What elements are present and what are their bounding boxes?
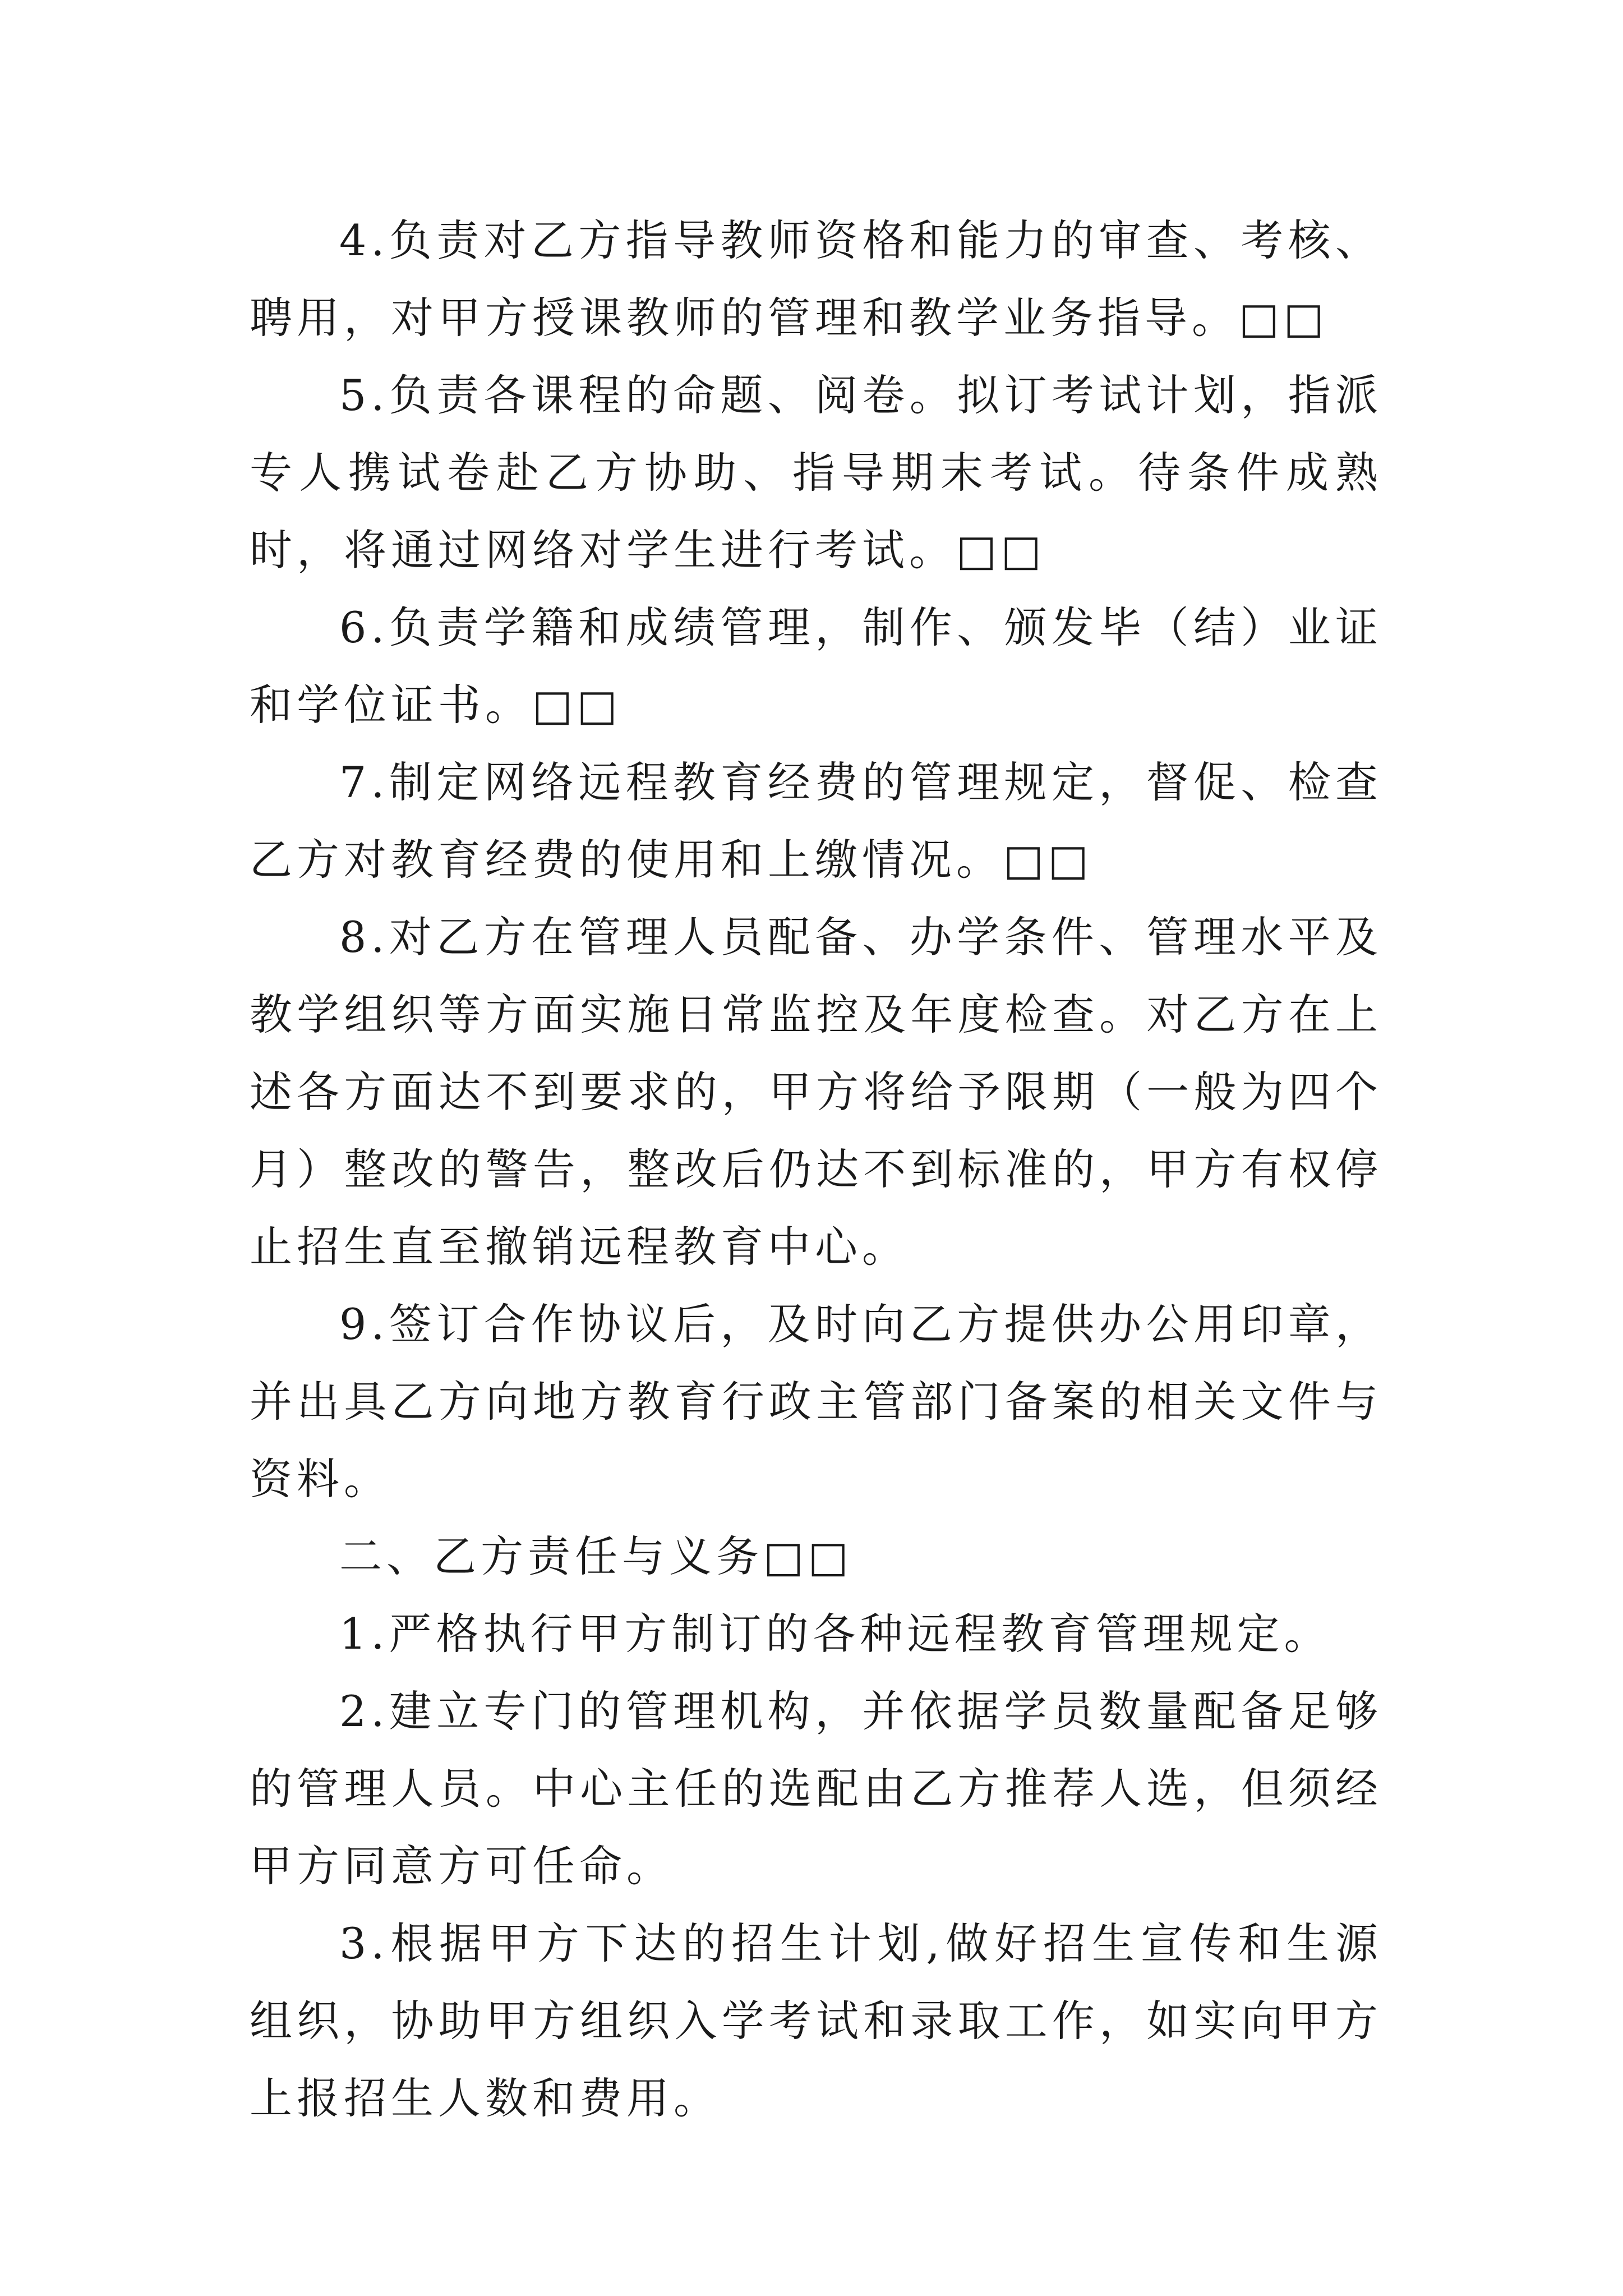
paragraph-item-5: 5.负责各课程的命题、阅卷。拟订考试计划，指派专人携试卷赴乙方协助、指导期末考试。待条件成熟时，将通过网络对学生进行考试。□□ xyxy=(250,370,1382,575)
paragraph-b-item-1: 1.严格执行甲方制订的各种远程教育管理规定。 xyxy=(339,1609,1331,1659)
paragraph-item-7: 7.制定网络远程教育经费的管理规定，督促、检查乙方对教育经费的使用和上缴情况。□□ xyxy=(250,757,1382,885)
paragraph-item-4: 4.负责对乙方指导教师资格和能力的审查、考核、聘用，对甲方授课教师的管理和教学业务指导。□□ xyxy=(250,215,1382,343)
paragraph-b-item-2: 2.建立专门的管理机构，并依据学员数量配备足够的管理人员。中心主任的选配由乙方推荐人选，但须经甲方同意方可任命。 xyxy=(250,1686,1382,1891)
document-body xyxy=(250,202,1382,2137)
paragraph-item-9: 9.签订合作协议后，及时向乙方提供办公用印章，并出具乙方向地方教育行政主管部门备案的相关文件与资料。 xyxy=(250,1299,1382,1504)
paragraph-item-8: 8.对乙方在管理人员配备、办学条件、管理水平及教学组织等方面实施日常监控及年度检查。对乙方在上述各方面达不到要求的，甲方将给予限期（一般为四个月）整改的警告，整改后仍达不到标准的，甲方有权停止招生直至撤销远程教育中心。 xyxy=(250,912,1382,1272)
section-heading-party-b: 二、乙方责任与义务□□ xyxy=(339,1531,853,1581)
paragraph-b-item-3: 3.根据甲方下达的招生计划,做好招生宣传和生源组织，协助甲方组织入学考试和录取工作，如实向甲方上报招生人数和费用。 xyxy=(250,1918,1382,2123)
paragraph-item-6: 6.负责学籍和成绩管理，制作、颁发毕（结）业证和学位证书。□□ xyxy=(250,602,1382,730)
